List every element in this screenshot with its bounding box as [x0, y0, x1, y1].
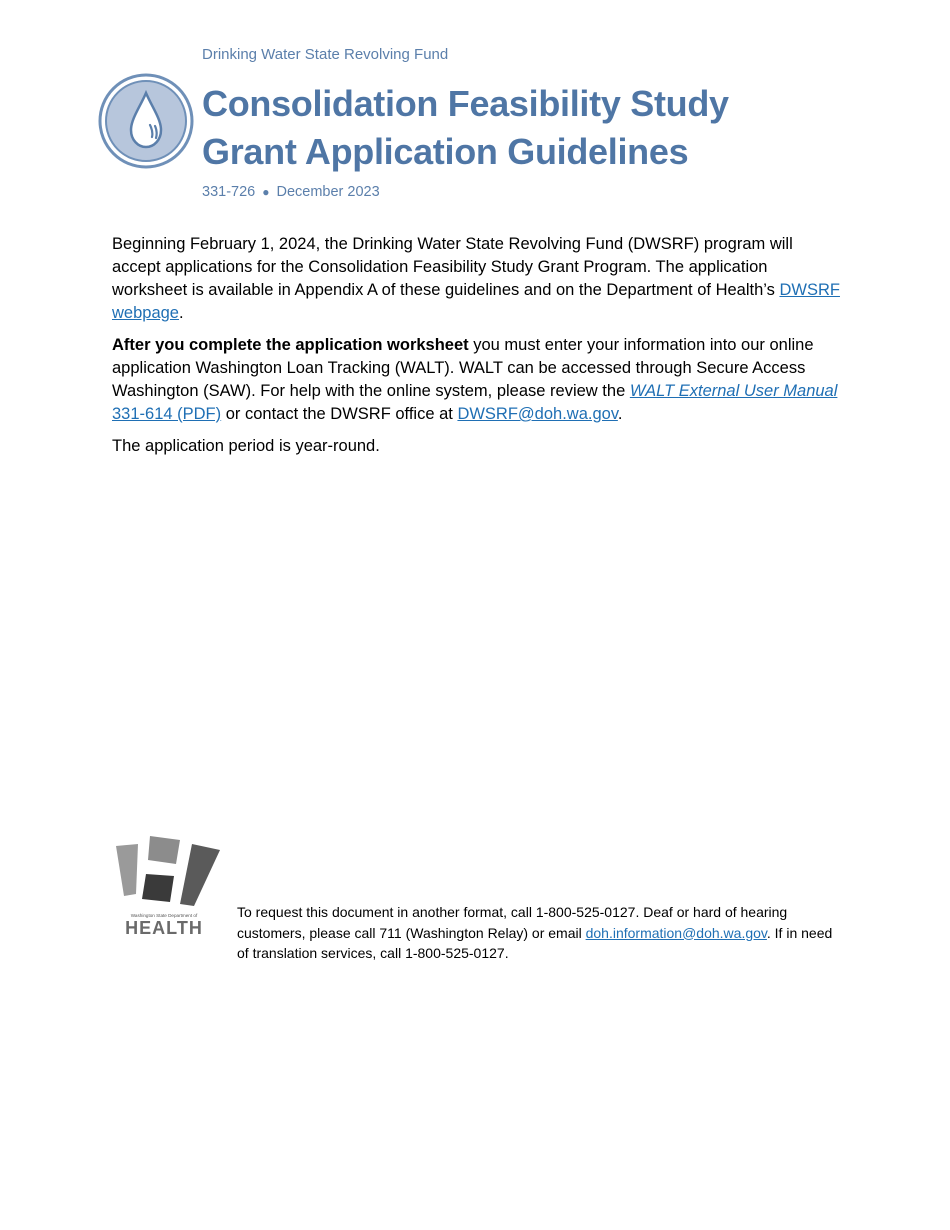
doh-information-email-link[interactable]: doh.information@doh.wa.gov — [585, 924, 767, 941]
document-date: December 2023 — [276, 184, 380, 200]
dwsrf-email-link[interactable]: DWSRF@doh.wa.gov — [457, 405, 618, 423]
intro-paragraph-1: Beginning February 1, 2024, the Drinking Water State Revolving Fund (DWSRF) program will accept applications for the Consolidation Feasibility Study Grant Program. The application worksheet is available in Appendix A of these guidelines and on the Department of Health’s DWSRF webpage. — [112, 235, 840, 322]
intro-paragraph-2: After you complete the application worksheet you must enter your information into our online application Washington Loan Tracking (WALT). WALT can be accessed through Secure Access Washington (SAW). For help with the online system, please review the WALT External User Manual 331-614 (PDF) or contact the DWSRF office at DWSRF@doh.wa.gov. — [112, 336, 838, 423]
worksheet-emphasis: After you complete the application worksheet — [112, 336, 469, 354]
logo-word: HEALTH — [125, 918, 203, 938]
document-title — [202, 80, 729, 176]
title-line-1: Consolidation Feasibility Study — [202, 83, 729, 124]
title-line-2: Grant Application Guidelines — [202, 131, 689, 172]
walt-manual-link[interactable]: WALT External User Manual 331-614 (PDF) — [112, 382, 838, 423]
doh-health-logo — [112, 832, 224, 940]
program-name: Drinking Water State Revolving Fund — [202, 46, 449, 63]
dwsrf-webpage-link[interactable]: DWSRF webpage — [112, 281, 840, 322]
intro-paragraph-3: The application period is year-round. — [112, 437, 380, 455]
intro-section — [112, 233, 842, 467]
document-number: 331-726 — [202, 184, 256, 200]
logo-caption: Washington State Department of — [130, 913, 198, 918]
bullet-separator: ● — [262, 185, 270, 199]
accessibility-note: To request this document in another format, call 1-800-525-0127. Deaf or hard of hearing customers, please call 711 (Washington Relay) or email doh.information@doh.wa.gov. If in need of translation services, call 1-800-525-0127. — [237, 904, 833, 961]
water-drop-logo-icon — [98, 73, 194, 169]
document-meta — [202, 184, 380, 200]
